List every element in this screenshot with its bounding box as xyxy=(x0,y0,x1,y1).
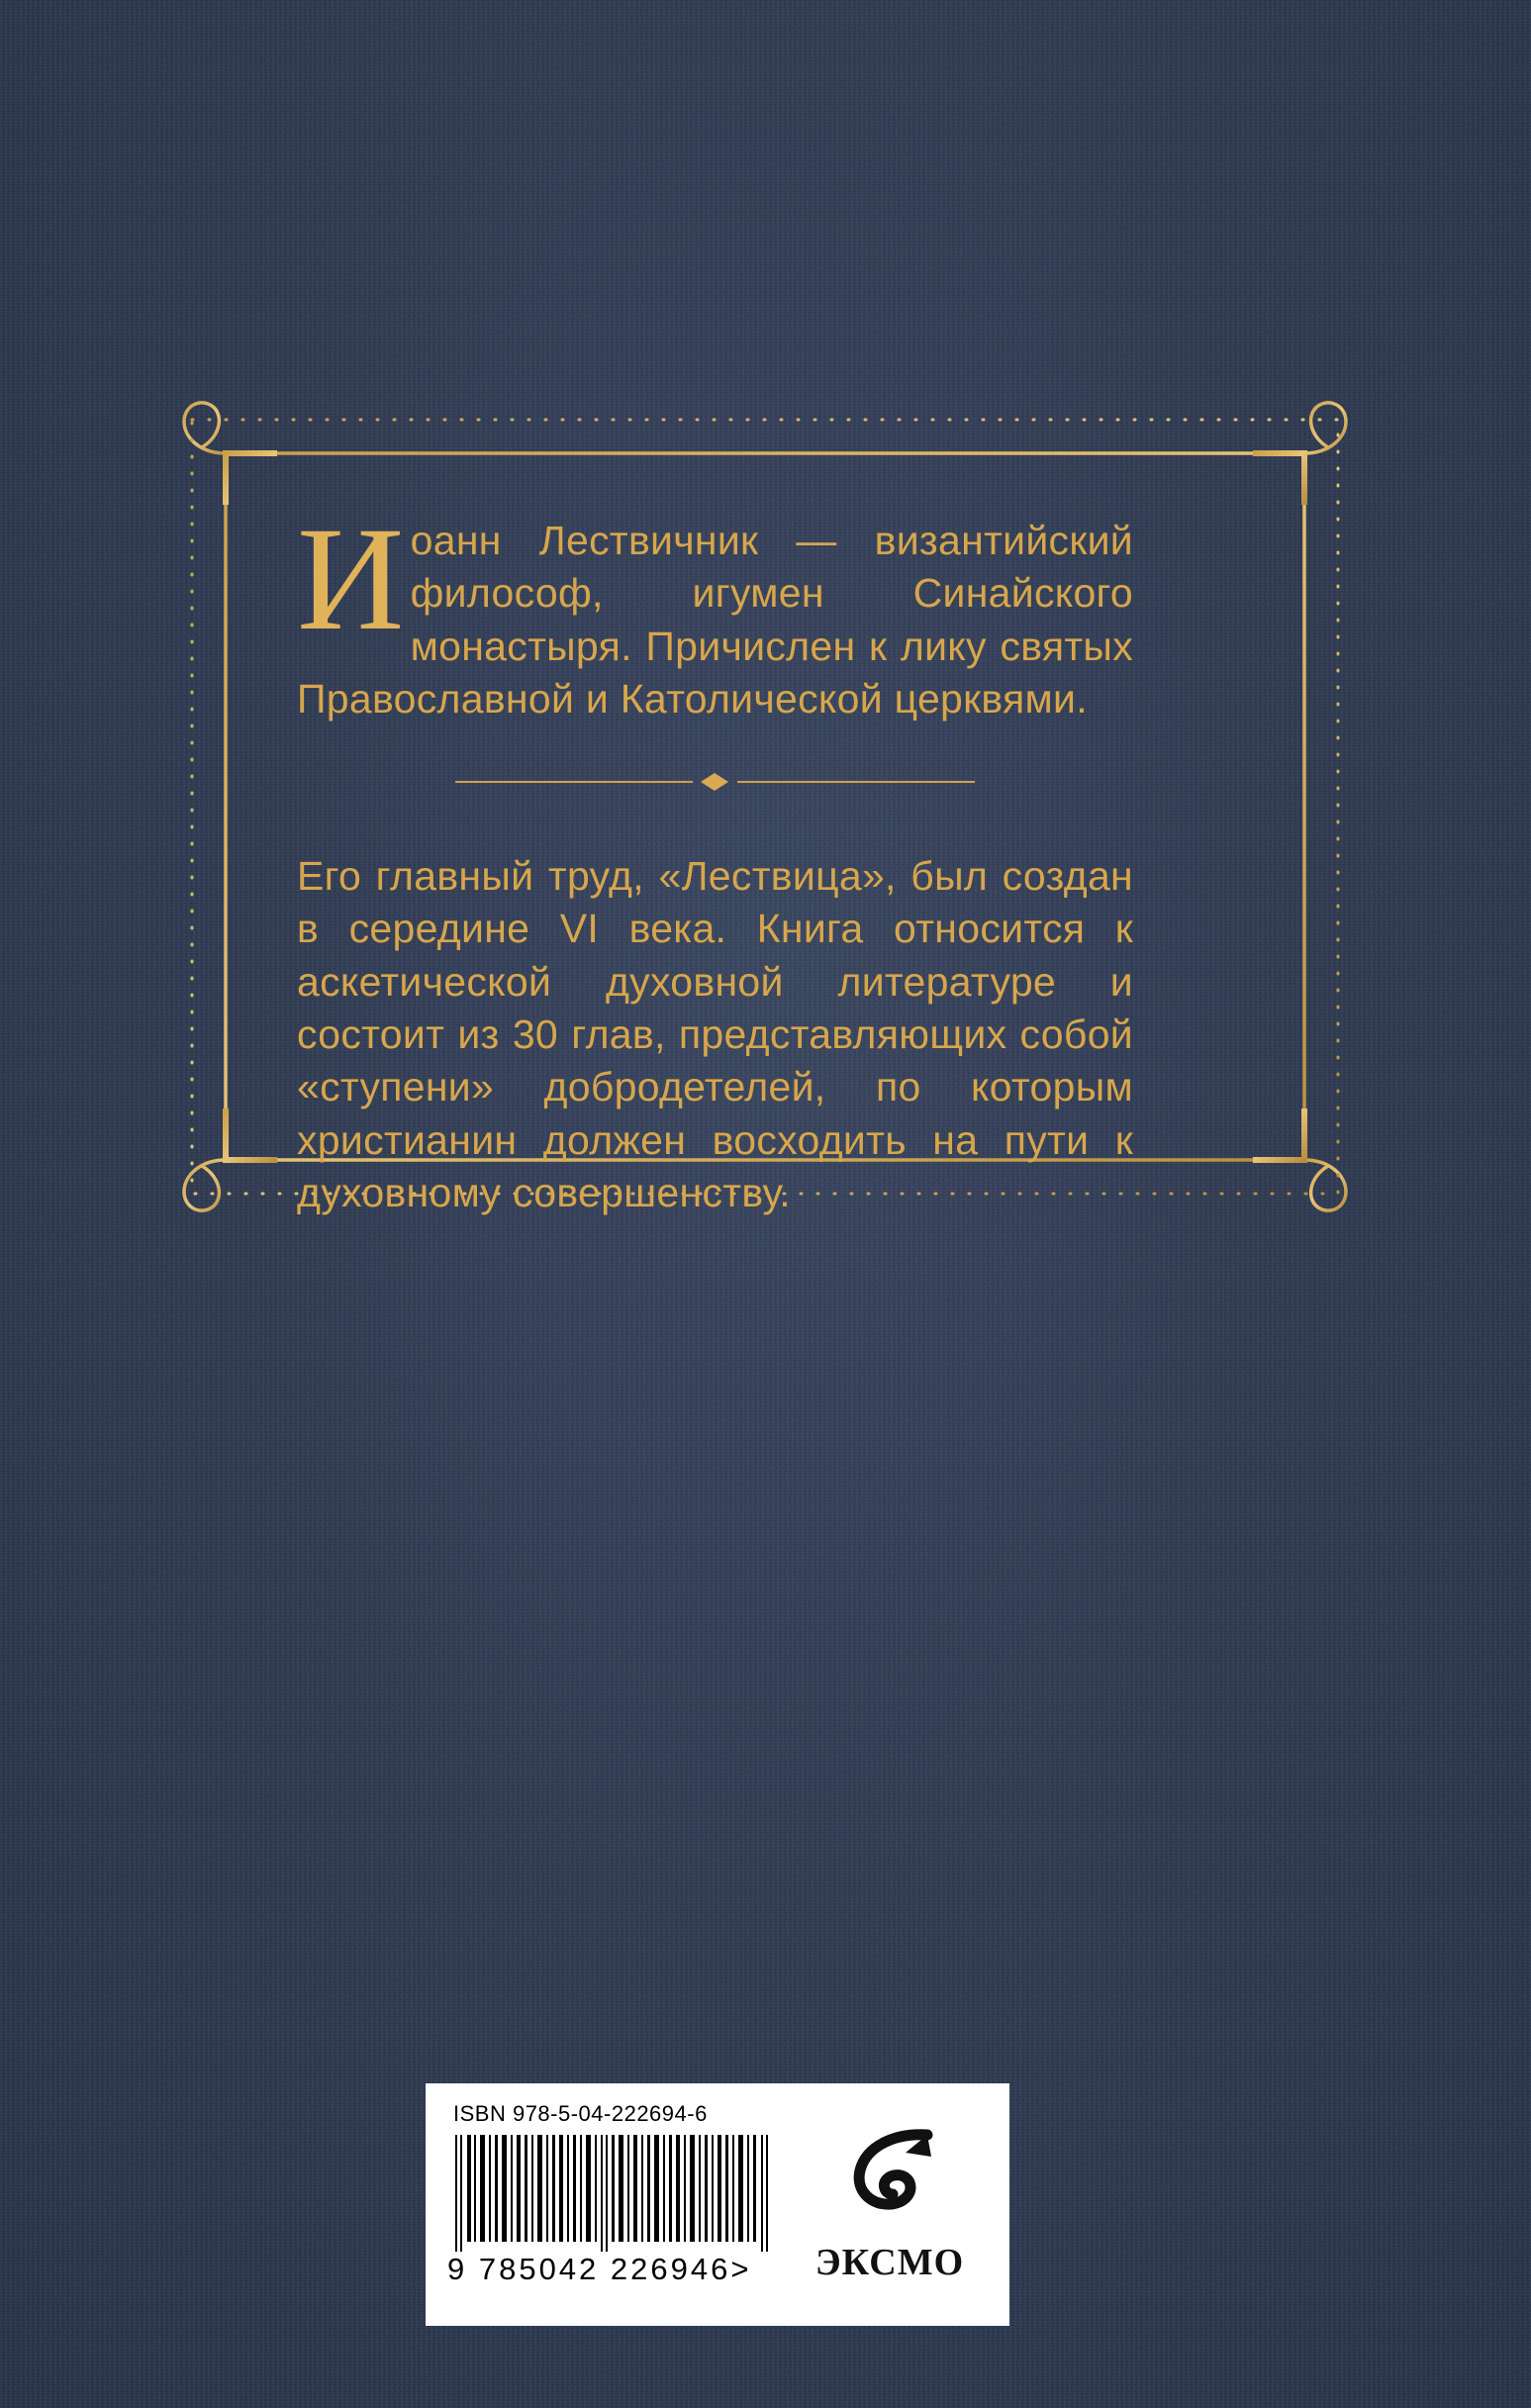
publisher-name: ЭКСМО xyxy=(814,2242,965,2283)
blurb-paragraph-2: Его главный труд, «Лествица», был создан в середине VI века. Книга относится к аскетической духовной литературе и состоит из 30 глав, представляющих собой «ступени» добродетелей, по которым христианин должен восходить на пути к духовному совершенству. xyxy=(297,853,1133,1215)
blurb-block xyxy=(297,497,1133,1219)
barcode-bars xyxy=(451,2135,778,2252)
isbn-label: ISBN 978-5-04-222694-6 xyxy=(453,2101,708,2126)
ean-number: 9 785042 226946 xyxy=(447,2252,731,2286)
blurb-paragraph-1 xyxy=(297,497,1133,725)
publisher-logo-block xyxy=(796,2123,984,2284)
ean-suffix: > xyxy=(730,2252,752,2286)
ean-digits xyxy=(447,2252,794,2287)
ornamental-divider xyxy=(297,769,1133,809)
eksmo-swirl-icon xyxy=(796,2123,984,2235)
barcode-panel xyxy=(426,2083,1009,2326)
drop-cap-letter: И xyxy=(297,497,405,661)
blurb-paragraph-1-text: оанн Лествичник — византийский философ, игумен Синайского монастыря. Причислен к лику святых Православной и Католической церквями. xyxy=(297,518,1133,722)
